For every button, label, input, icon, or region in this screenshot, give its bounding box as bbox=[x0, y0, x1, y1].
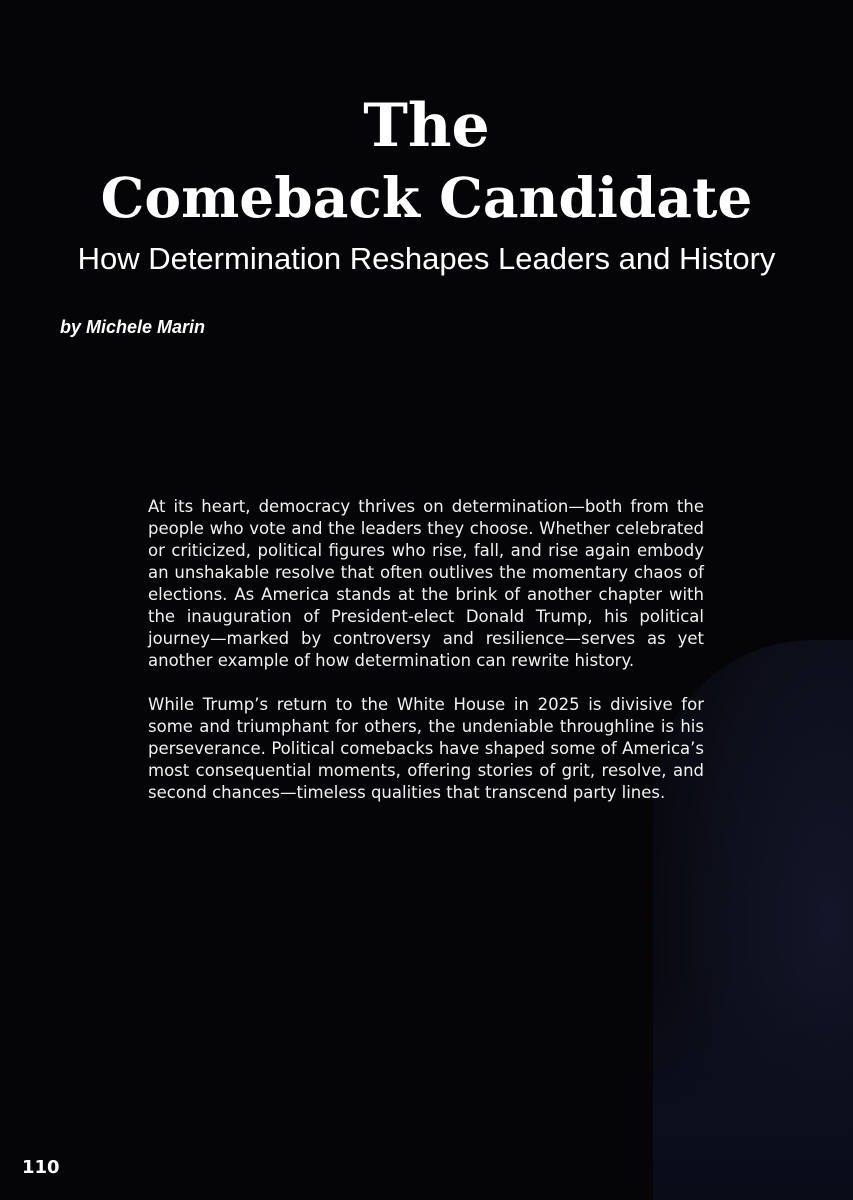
article-subtitle: How Determination Reshapes Leaders and History bbox=[77, 241, 776, 276]
article-title-line1: The bbox=[363, 91, 490, 161]
article-paragraph-2: While Trump’s return to the White House in 2025 is divisive for some and triumphant for others, the undeniable throughline is his perseverance. Political comebacks have shaped some of America’s most consequential moments, offering stories of grit, resolve, and second chances—timeless qualities that transcend party lines. bbox=[148, 695, 704, 802]
article-body bbox=[148, 496, 704, 826]
article-title-line2: Comeback Candidate bbox=[100, 165, 753, 230]
article-title bbox=[0, 90, 853, 234]
article-byline: by Michele Marin bbox=[60, 317, 206, 337]
article-paragraph-1: At its heart, democracy thrives on determination—both from the people who vote and the leaders they choose. Whether celebrated or criticized, political figures who rise, fall, and rise again embody an unshakable resolve that often outlives the momentary chaos of elections. As America stands at the brink of another chapter with the inauguration of President-elect Donald Trump, his political journey—marked by controversy and resilience—serves as yet another example of how determination can rewrite history. bbox=[148, 497, 704, 670]
background-figure-shade bbox=[653, 980, 853, 1200]
page-number: 110 bbox=[22, 1157, 60, 1178]
